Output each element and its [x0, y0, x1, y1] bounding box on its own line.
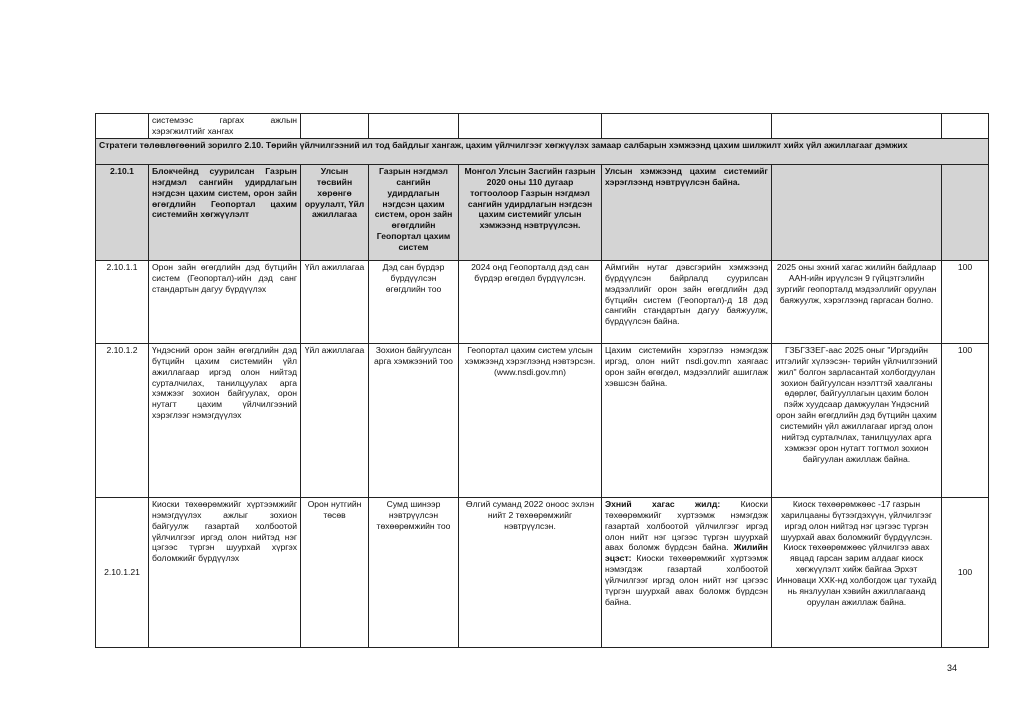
cell	[772, 114, 942, 139]
row-baseline: Геопортал цахим систем улсын хэмжээнд хэрэглээнд нэвтэрсэн. (www.nsdi.gov.mn)	[459, 343, 602, 497]
row-measure: Сумд шинээр нэвтрүүлсэн төхөөрөмжийн тоо	[369, 497, 459, 647]
cell	[942, 114, 989, 139]
strategy-heading-row	[96, 138, 989, 164]
page-number: 34	[947, 663, 958, 673]
progress-year-end-text: Киоски төхөөрөмжийг хүртээмж нэмэгдэж газартай холбоотой үйлчилгээг иргэд олон нийт нэг цэгээс түргэн шуурхай авах боломж бүрдсэн байна.	[605, 553, 769, 607]
row-activity: Киоски төхөөрөмжийг хүртээмжийг нэмэгдүүлэх ажлыг зохион байгуулж газартай холбоотой үйлчилгээг иргэд олон нийтэд нэг цэгээс түргэн шуурхай хүргэх боломжийг бүрдүүлэх	[149, 497, 301, 647]
goal-progress: Улсын хэмжээнд цахим системийг хэрэглээнд нэвтрүүлсэн байна.	[602, 164, 772, 260]
row-baseline: Өлгий суманд 2022 оноос эхлэн нийт 2 төхөөрөмжийг нэвтрүүлсэн.	[459, 497, 602, 647]
row-code: 2.10.1.1	[96, 260, 149, 343]
goal-measure: Газрын нэгдмэл сангийн удирдлагын нэгдсэн цахим систем, орон зайн өгөгдлийн Геопортал цахим систем	[369, 164, 459, 260]
row-report: Киоск төхөөрөмжөөс -17 газрын харилцааны бүтээгдэхүүн, үйлчилгээг иргэд олон нийтэд нэг цэгээс түргэн шуурхай авах боломжийг бүрдүүлсэн. Киоск төхөөрөмжөөс үйлчилгээ авах явцад гарсан зарим алдааг киоск хөгжүүлэлт хийж байгаа Эрхэт Инноваци ХХК-нд холбогдож цаг тухайд нь янзлуулан хэвийн ажиллагаанд оруулан ажиллаж байна.	[772, 497, 942, 647]
row-report: ГЗБГЗЗЕГ-аас 2025 оныг "Иргэдийн итгэлийг хүлээсэн- төрийн үйлчилгээний жил" болгон зарласантай холбогдуулан зохион байгуулсан нээлттэй хаалганы өдөрлөг, байгууллагын цахим болон пэйж хуудсаар дамжуулан Үндэсний орон зайн өгөгдлийн дэд бүтцийн цахим системийн үйл ажиллагааг иргэд олон нийтэд сурталчлах, танилцуулах арга хэмжээг орон нутагт тогтмол зохион байгуулан ажиллаж байна.	[772, 343, 942, 497]
row-measure: Дэд сан бүрдэр бүрдүүлсэн өгөгдлийн тоо	[369, 260, 459, 343]
table-row	[96, 497, 989, 647]
row-code: 2.10.1.2	[96, 343, 149, 497]
row-indicator: Үйл ажиллагаа	[301, 260, 369, 343]
row-activity: Үндэсний орон зайн өгөгдлийн дэд бүтцийн цахим системийн үйл ажиллагаар иргэд олон нийтэд сурталчилах, танилцуулах арга хэмжээг зохион байгуулах, орон нутагт цахим үйлчилгээний хэрэглээг нэмэгдүүлэх	[149, 343, 301, 497]
row-indicator: Орон нутгийн төсөв	[301, 497, 369, 647]
report-table	[95, 113, 989, 648]
goal-activity: Блокчейнд суурилсан Газрын нэгдмэл сангийн удирдлагын нэгдсэн цахим систем, орон зайн өгөгдлийн Геопортал цахим системийн хөгжүүлэлт	[149, 164, 301, 260]
row-code: 2.10.1.21	[96, 497, 149, 647]
cell	[301, 114, 369, 139]
strategy-heading: Стратеги төлөвлөгөөний зорилго 2.10. Төрийн үйлчилгээний ил тод байдлыг хангаж, цахим үйлчилгээг хөгжүүлэх замаар салбарын хэмжээнд цахим шилжилт хийх үйл ажиллагааг дэмжих	[96, 138, 989, 164]
goal-row	[96, 164, 989, 260]
progress-year-end-label: Жилийн эцэст:	[605, 542, 769, 564]
table-row	[96, 343, 989, 497]
cell	[942, 164, 989, 260]
goal-baseline: Монгол Улсын Засгийн газрын 2020 оны 110 дугаар тогтоолоор Газрын нэгдмэл сангийн удирдлагын нэгдсэн цахим системийг улсын хэмжээнд нэвтрүүлсэн.	[459, 164, 602, 260]
row-measure: Зохион байгуулсан арга хэмжээний тоо	[369, 343, 459, 497]
cell	[602, 114, 772, 139]
row-progress: Аймгийн нутаг дэвсгэрийн хэмжээнд бүрдүүлсэн байрлалд суурилсан мэдээллийг орон зайн өгөгдлийн дэд бүтцийн систем (Геопортал)-д 18 дэд сангийн стандартын дагуу баяжуулж, бүрдүүлсэн байна.	[602, 260, 772, 343]
cell	[96, 114, 149, 139]
activity-cell: системээс гаргах ажлын хэрэгжилтийг хангах	[149, 114, 301, 139]
row-report: 2025 оны эхний хагас жилийн байдлаар ААН-ийн ирүүлсэн 9 гүйцэтгэлийн зургийг геопорталд мэдээллийг оруулан баяжуулж, хэрэглээнд гаргасан болно.	[772, 260, 942, 343]
row-progress: Цахим системийн хэрэглээ нэмэгдэж иргэд, олон нийт nsdi.gov.mn хаягаас орон зайн өгөгдөл, мэдээллийг ашиглаж хэвшсэн байна.	[602, 343, 772, 497]
cell	[459, 114, 602, 139]
progress-first-half-label: Эхний хагас жилд:	[605, 498, 721, 509]
cell	[772, 164, 942, 260]
row-score: 100	[942, 497, 989, 647]
progress-first-half-text: Киоски төхөөрөмжийг хүртээмж нэмэгдэж газартай холбоотой үйлчилгээг иргэд олон нийт нэг цэгээс түргэн шуурхай авах боломж бүрдсэн байна.	[605, 498, 769, 553]
table-row	[96, 260, 989, 343]
row-baseline: 2024 онд Геопорталд дэд сан бүрдэр өгөгдөл бүрдүүлсэн.	[459, 260, 602, 343]
continued-row	[96, 114, 989, 139]
row-indicator: Үйл ажиллагаа	[301, 343, 369, 497]
cell	[369, 114, 459, 139]
row-score: 100	[942, 260, 989, 343]
goal-code: 2.10.1	[96, 164, 149, 260]
row-activity: Орон зайн өгөгдлийн дэд бүтцийн систем (Геопортал)-ийн дэд санг стандартын дагуу бүрдүүлэх	[149, 260, 301, 343]
row-score: 100	[942, 343, 989, 497]
goal-indicator: Улсын төсвийн хөрөнгө оруулалт, Үйл ажиллагаа	[301, 164, 369, 260]
row-progress	[602, 497, 772, 647]
